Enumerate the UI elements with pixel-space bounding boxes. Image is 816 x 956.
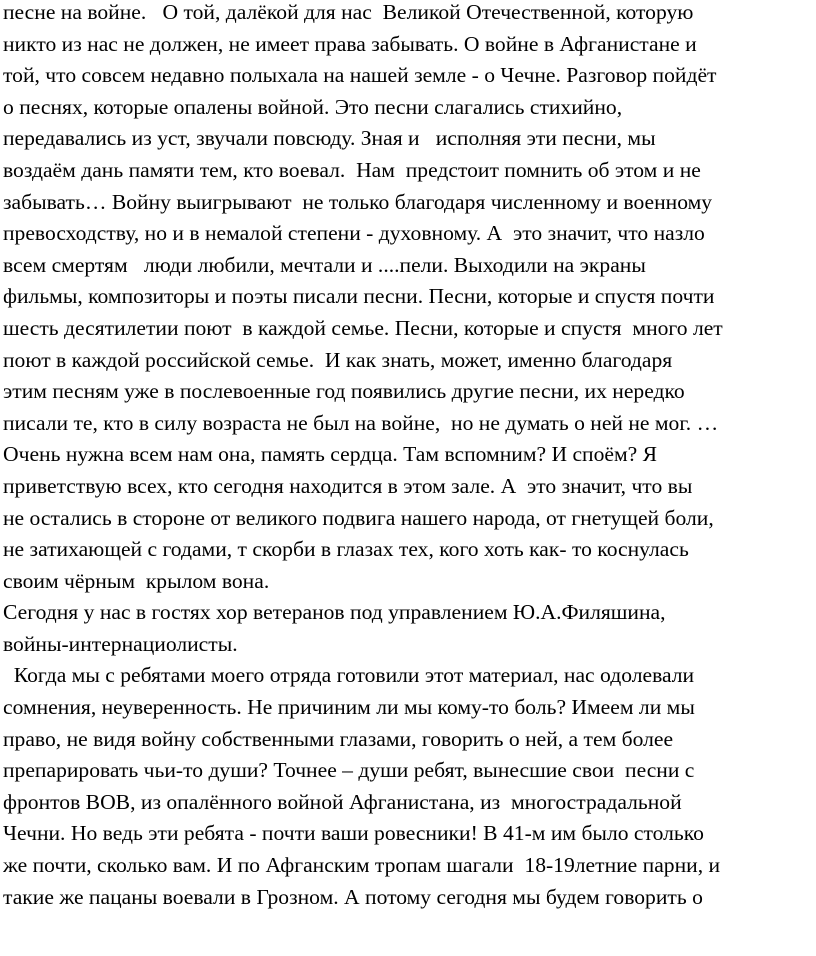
text-line: той, что совсем недавно полыхала на нашей земле - о Чечне. Разговор пойдёт bbox=[3, 63, 717, 88]
text-line: воздаём дань памяти тем, кто воевал. Нам предстоит помнить об этом и не bbox=[3, 157, 701, 182]
text-line: своим чёрным крылом вона. bbox=[3, 568, 270, 593]
text-line: превосходству, но и в немалой степени - духовному. А это значит, что назло bbox=[3, 221, 705, 246]
text-line: сомнения, неуверенность. Не причиним ли мы кому-то боль? Имеем ли мы bbox=[3, 695, 695, 720]
text-line: Очень нужна всем нам она, память сердца. Там вспомним? И споём? Я bbox=[3, 442, 658, 467]
text-line: войны-интернациолисты. bbox=[3, 631, 238, 656]
text-line: фильмы, композиторы и поэты писали песни. Песни, которые и спустя почти bbox=[3, 284, 715, 309]
text-line: такие же пацаны воевали в Грозном. А потому сегодня мы будем говорить о bbox=[3, 884, 703, 909]
text-line: Когда мы с ребятами моего отряда готовили этот материал, нас одолевали bbox=[3, 663, 695, 688]
text-line: забывать… Войну выигрывают не только благодаря численному и военному bbox=[3, 189, 713, 214]
text-line: шесть десятилетии поют в каждой семье. Песни, которые и спустя много лет bbox=[3, 315, 723, 340]
text-line: Чечни. Но ведь эти ребята - почти ваши ровесники! В 41-м им было столько bbox=[3, 821, 704, 846]
text-line: никто из нас не должен, не имеет права забывать. О войне в Афганистане и bbox=[3, 31, 697, 56]
text-line: Сегодня у нас в гостях хор ветеранов под управлением Ю.А.Филяшина, bbox=[3, 600, 666, 625]
text-line: этим песням уже в послевоенные год появились другие песни, их нередко bbox=[3, 379, 685, 404]
text-line: передавались из уст, звучали повсюду. Зная и исполняя эти песни, мы bbox=[3, 126, 656, 151]
text-line: же почти, сколько вам. И по Афганским тропам шагали 18-19летние парни, и bbox=[3, 853, 721, 878]
text-line: о песнях, которые опалены войной. Это песни слагались стихийно, bbox=[3, 94, 623, 119]
text-line: приветствую всех, кто сегодня находится в этом зале. А это значит, что вы bbox=[3, 473, 693, 498]
text-line: песне на войне. О той, далёкой для нас Великой Отечественной, которую bbox=[3, 0, 694, 24]
text-line: всем смертям люди любили, мечтали и ....пели. Выходили на экраны bbox=[3, 252, 646, 277]
text-line: не затихающей с годами, т скорби в глазах тех, кого хоть как- то коснулась bbox=[3, 537, 689, 562]
text-line: фронтов ВОВ, из опалённого войной Афганистана, из многострадальной bbox=[3, 789, 682, 814]
text-line: препарировать чьи-то души? Точнее – души ребят, вынесшие свои песни с bbox=[3, 758, 695, 783]
text-line: писали те, кто в силу возраста не был на войне, но не думать о ней не мог. … bbox=[3, 410, 719, 435]
text-line: не остались в стороне от великого подвига нашего народа, от гнетущей боли, bbox=[3, 505, 714, 530]
text-line: поют в каждой российской семье. И как знать, может, именно благодаря bbox=[3, 347, 673, 372]
text-line: право, не видя войну собственными глазами, говорить о ней, а тем более bbox=[3, 726, 674, 751]
